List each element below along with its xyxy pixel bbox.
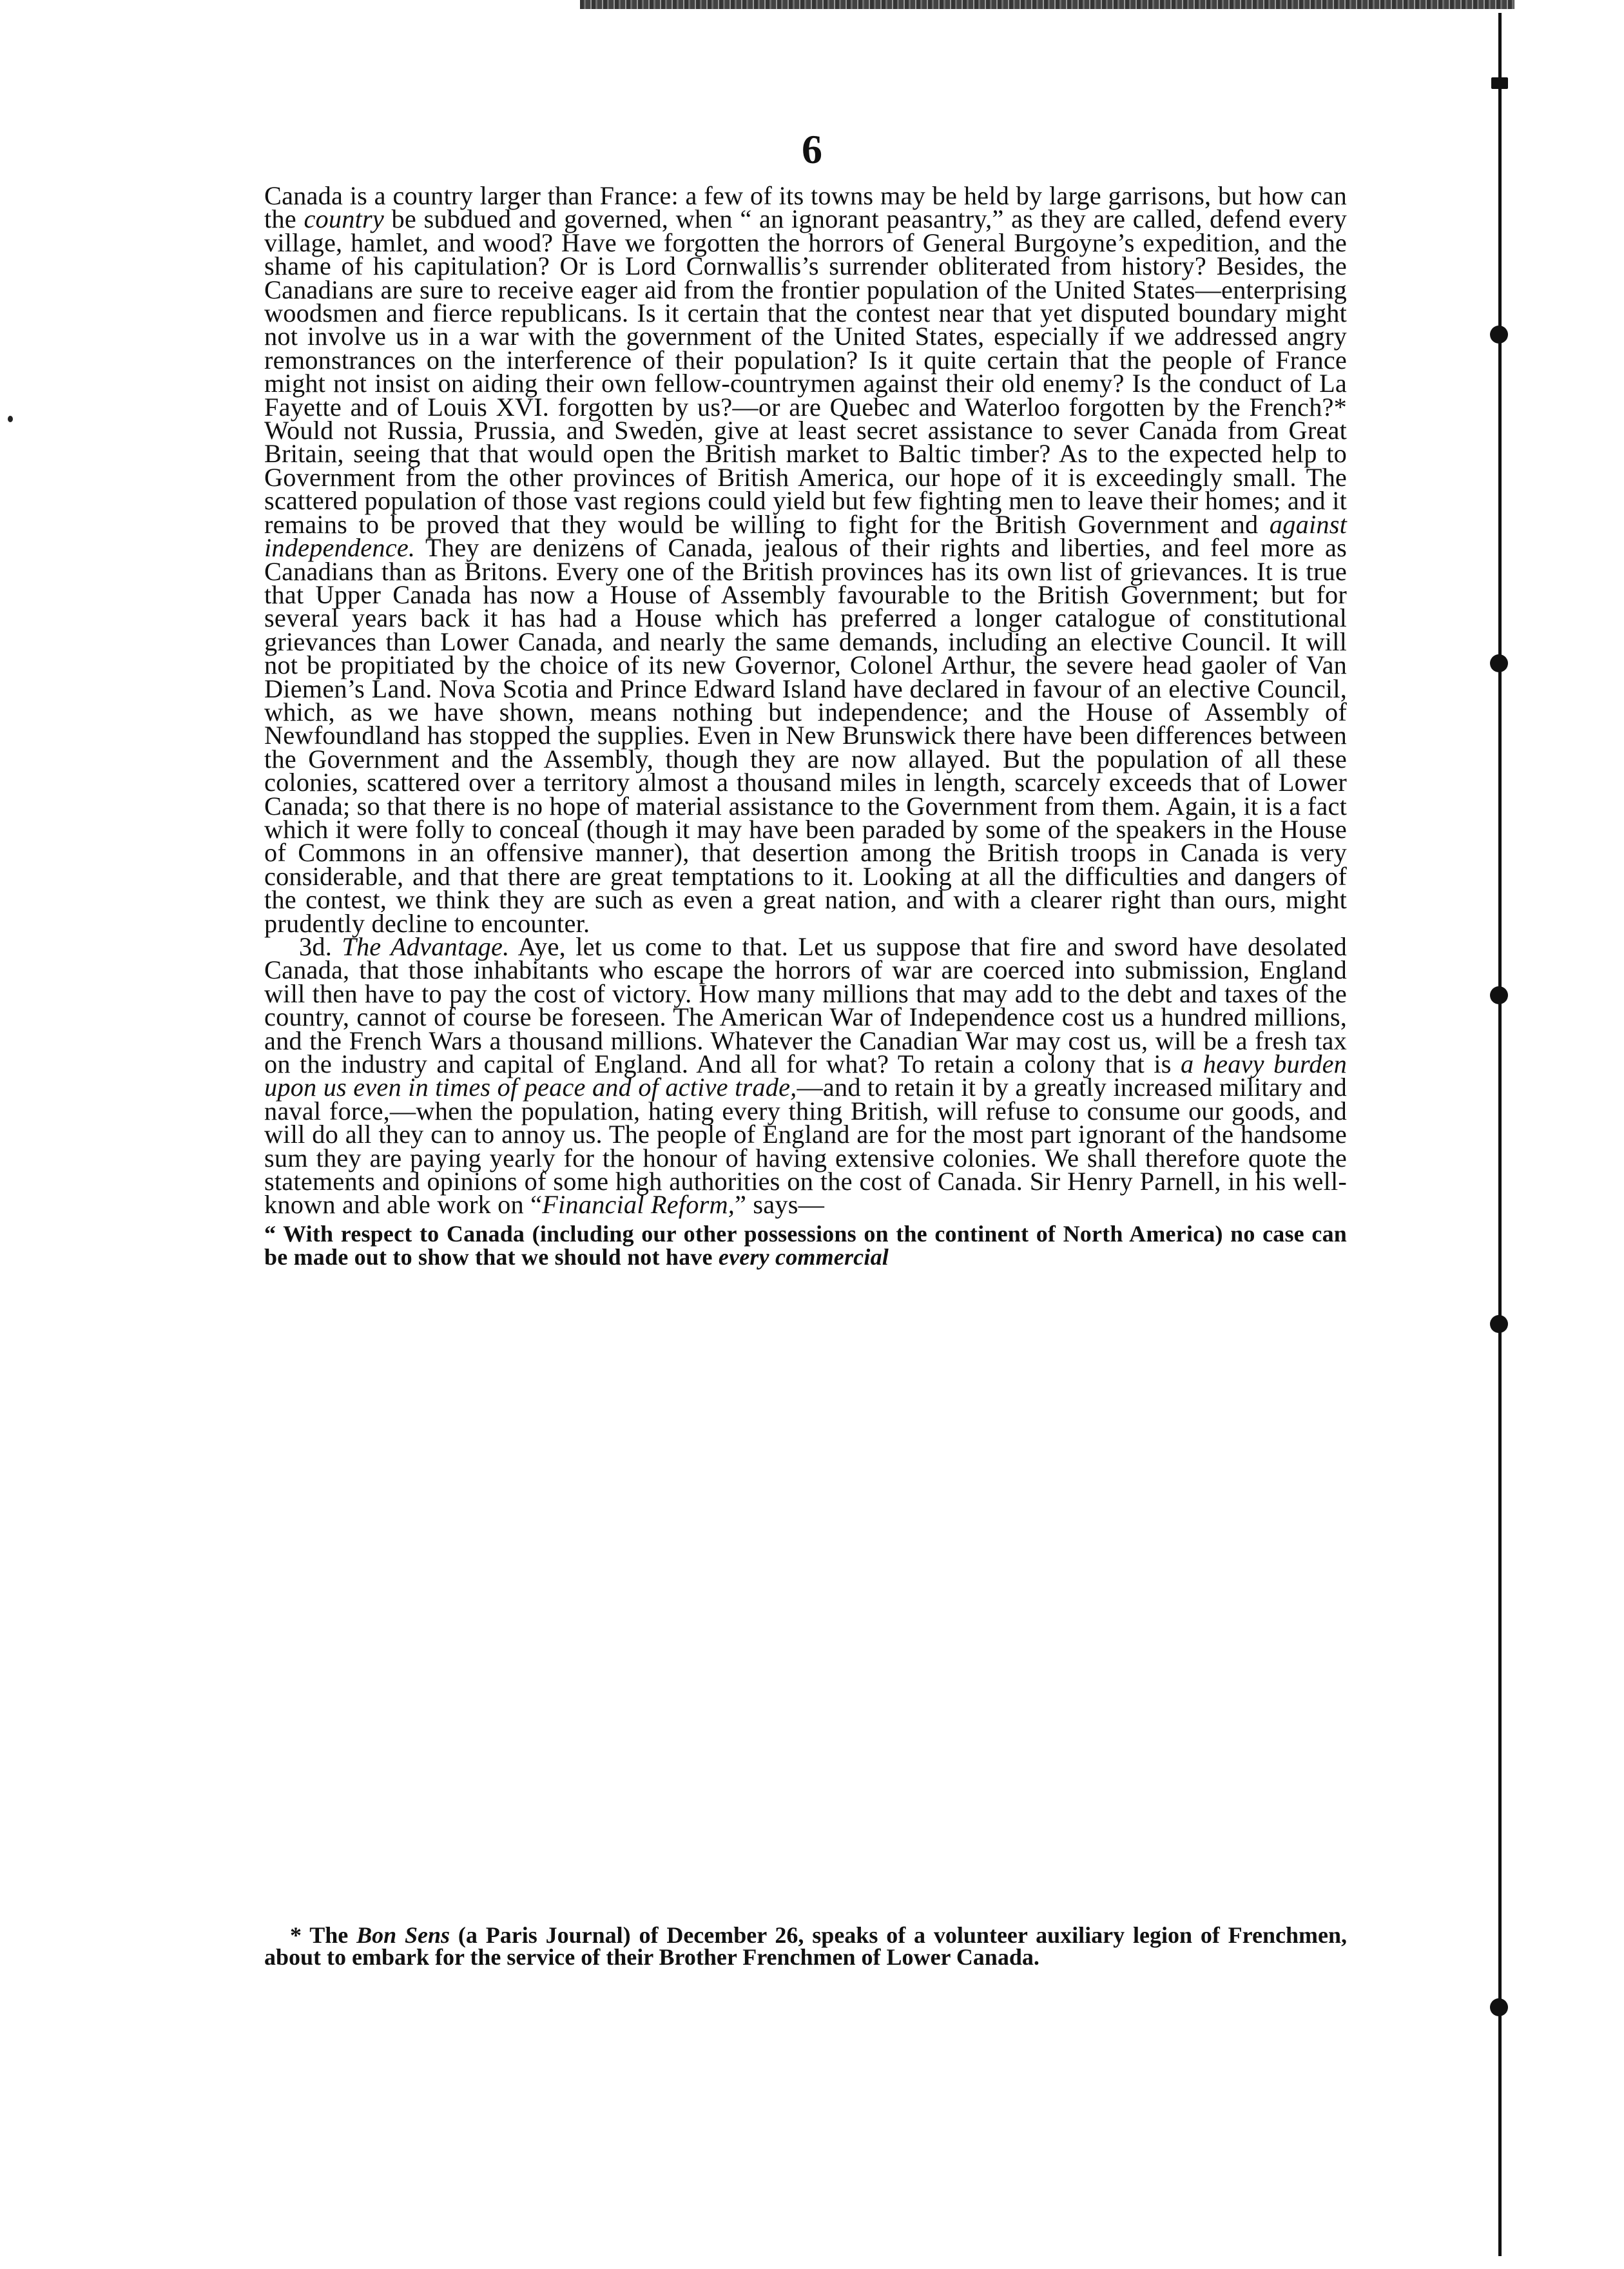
binding-mark [1490,1315,1508,1333]
text-run: They are denizens of Canada, jealous of their rights and liberties, and feel more as Canadians than as Britons. Every one of the British provinces has its own list of grievances. It is true that Upper Canada has now a House of Assembly favourable to the British Government; but for several years back it has had a House which has preferred a longer catalogue of constitutional grievances than Lower Canada, and nearly the same demands, including an elective Council. It will not be propitiated by the choice of its new Governor, Colonel Arthur, the severe head gaoler of Van Diemen’s Land. Nova Scotia and Prince Edward Island have declared in favour of an elective Council, which, as we have shown, means nothing but independence; and the House of Assembly of Newfoundland has stopped the supplies. Even in New Brunswick there have been differences between the Government and the Assembly, though they are now allayed. But the population of all these colonies, scattered over a territory almost a thousand miles in length, scarcely exceeds that of Lower Canada; so that there is no hope of material assistance to the Government from them. Again, it is a fact which it were folly to conceal (though it may have been paraded by some of the speakers in the House of Commons in an offensive manner), that desertion among the British troops in Canada is very considerable, and that there are great temptations to it. Looking at all the difficulties and dangers of the contest, we think they are such as even a great nation, and with a clearer right than ours, might prudently decline to encounter. [264,533,1347,938]
text-run: “ With respect to Canada (including our other possessions on the continent of North America) no case can be made out to show that we should not have [264,1220,1347,1270]
binding-mark [1490,654,1508,672]
text-run: against independence. [264,509,1347,563]
scan-top-edge [580,0,1514,9]
block-quote [264,1222,1347,1269]
binding-edge [1498,13,1502,2256]
text-run: Canada is a country larger than France: a few of its towns may be held by large garrisons, but how can the [264,181,1347,234]
paragraph-1 [264,181,1347,938]
footnote [264,1924,1347,1968]
text-run: be subdued and governed, when “ an ignorant peasantry,” as they are called, defend every village, hamlet, and wood? Have we forgotten the horrors of General Burgoyne’s expedition, and the shame of his capitulation? Or is Lord Cornwallis’s surrender obliterated from history? Besides, the Canadians are sure to receive eager aid from the frontier population of the United States—enterprising woodsmen and fierce republicans. Is it certain that the contest near that yet disputed boundary might not involve us in a war with the government of the United States, especially if we addressed angry remonstrances on the interference of their population? Is it quite certain that the people of France might not insist on aiding their own fellow-countrymen against their old enemy? Is the conduct of La Fayette and of Louis XVI. forgotten by us?—or are Quebec and Waterloo forgotten by the French?* Would not Russia, Prussia, and Sweden, give at least secret assistance to sever Canada from Great Britain, seeing that that would open the British market to Baltic timber? As to the expected help to Government from the other provinces of British America, our hope of it is exceedingly small. The scattered population of those vast regions could yield but few fighting men to leave their homes; and it remains to be proved that they would be willing to fight for the British Government and [264,204,1347,539]
text-run: Bon Sens [356,1922,450,1948]
binding-mark [1490,326,1508,344]
text-run: —and to retain it by a greatly increased military and naval force,—when the population, hating every thing British, will refuse to consume our goods, and will do all they can to annoy us. The people of England are for the most part ignorant of the handsome sum they are paying yearly for the honour of having extensive colonies. We shall therefore quote the statements and opinions of some high authorities on the cost of Canada. Sir Henry Parnell, in his well-known and able work on “ [264,1073,1347,1220]
text-run: 3d. [299,932,342,961]
text-run: * The [290,1922,357,1948]
page-number: 6 [802,126,822,172]
text-run: ” says— [735,1190,825,1220]
text-run: Financial Reform, [542,1190,735,1220]
body-text [264,181,1348,1270]
binding-mark [1490,1998,1508,2016]
text-run: The Advantage. [342,932,510,961]
binding-mark [1490,986,1508,1004]
text-run: a heavy burden upon us even in times of peace and of active trade, [264,1049,1348,1102]
scan-speck [8,416,13,422]
text-run: every commercial [718,1243,889,1270]
paragraph-2 [264,932,1348,1220]
text-run: Aye, let us come to that. Let us suppose that fire and sword have desolated Canada, that those inhabitants who escape the horrors of war are coerced into submission, England will then have to pay the cost of victory. How many millions that may add to the debt and taxes of the country, cannot of course be foreseen. The American War of Independence cost us a hundred millions, and the French Wars a thousand millions. Whatever the Canadian War may cost us, will be a fresh tax on the industry and capital of England. And all for what? To retain a colony that is [264,932,1347,1079]
text-run: (a Paris Journal) of December 26, speaks of a volunteer auxiliary legion of Frenchmen, about to embark for the service of their Brother Frenchmen of Lower Canada. [264,1922,1347,1970]
binding-mark [1491,77,1508,89]
text-run: country [304,204,384,234]
